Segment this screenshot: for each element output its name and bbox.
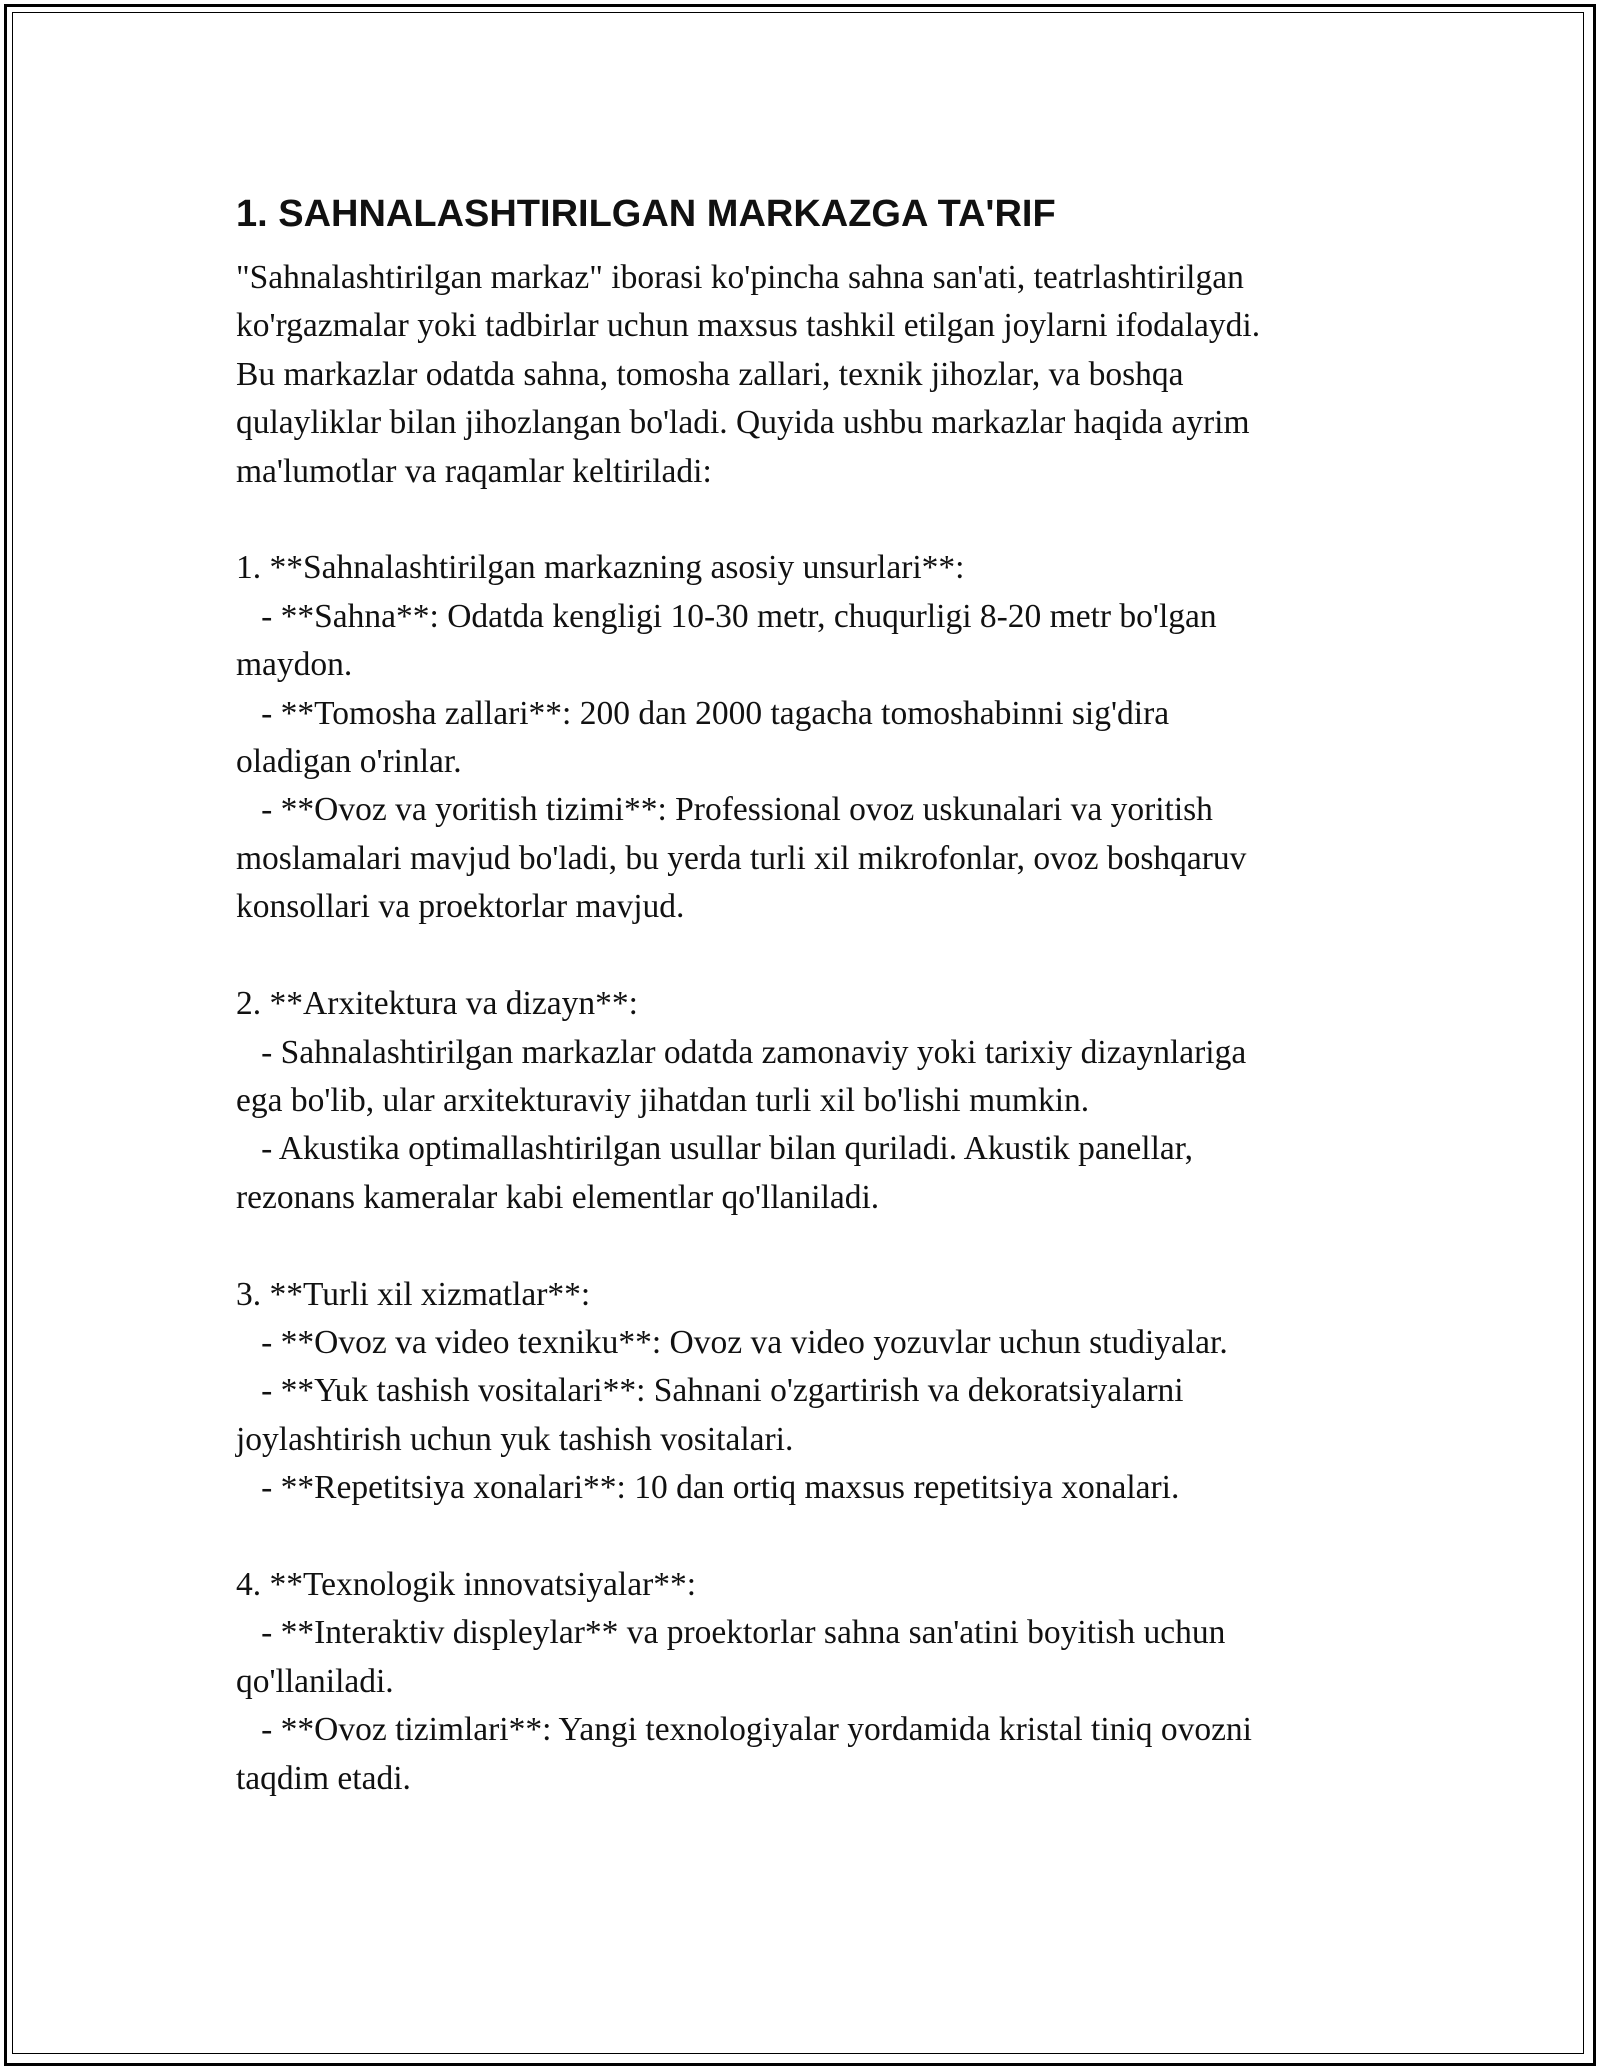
- document-title: 1. SAHNALASHTIRILGAN MARKAZGA TA'RIF: [236, 193, 1056, 235]
- document-content: [236, 186, 1396, 1803]
- document-body: "Sahnalashtirilgan markaz" iborasi ko'pincha sahna san'ati, teatrlashtirilgan ko'rgazmalar yoki tadbirlar uchun maxsus tashkil etilgan joylarni ifodalaydi. Bu markazlar odatda sahna, tomosha zallari, texnik jihozlar, va boshqa qulayliklar bilan jihozlangan bo'ladi. Quyida ushbu markazlar haqida ayrim ma'lumotlar va raqamlar keltiriladi: 1. **Sahnalashtirilgan markazning asosiy unsurlari**: - **Sahna**: Odatda kengligi 10-30 metr, chuqurligi 8-20 metr bo'lgan maydon. - **Tomosha zallari**: 200 dan 2000 tagacha tomoshabinni sig'dira oladigan o'rinlar. - **Ovoz va yoritish tizimi**: Professional ovoz uskunalari va yoritish moslamalari mavjud bo'ladi, bu yerda turli xil mikrofonlar, ovoz boshqaruv konsollari va proektorlar mavjud. 2. **Arxitektura va dizayn**: - Sahnalashtirilgan markazlar odatda zamonaviy yoki tarixiy dizaynlariga ega bo'lib, ular arxitekturaviy jihatdan turli xil bo'lishi mumkin. - Akustika optimallashtirilgan usullar bilan quriladi. Akustik panellar, rezonans kameralar kabi elementlar qo'llaniladi. 3. **Turli xil xizmatlar**: - **Ovoz va video texniku**: Ovoz va video yozuvlar uchun studiyalar. - **Yuk tashish vositalari**: Sahnani o'zgartirish va dekoratsiyalarni joylashtirish uchun yuk tashish vositalari. - **Repetitsiya xonalari**: 10 dan ortiq maxsus repetitsiya xonalari. 4. **Texnologik innovatsiyalar**: - **Interaktiv displeylar** va proektorlar sahna san'atini boyitish uchun qo'llaniladi. - **Ovoz tizimlari**: Yangi texnologiyalar yordamida kristal tiniq ovozni taqdim etadi.: [236, 259, 1261, 1797]
